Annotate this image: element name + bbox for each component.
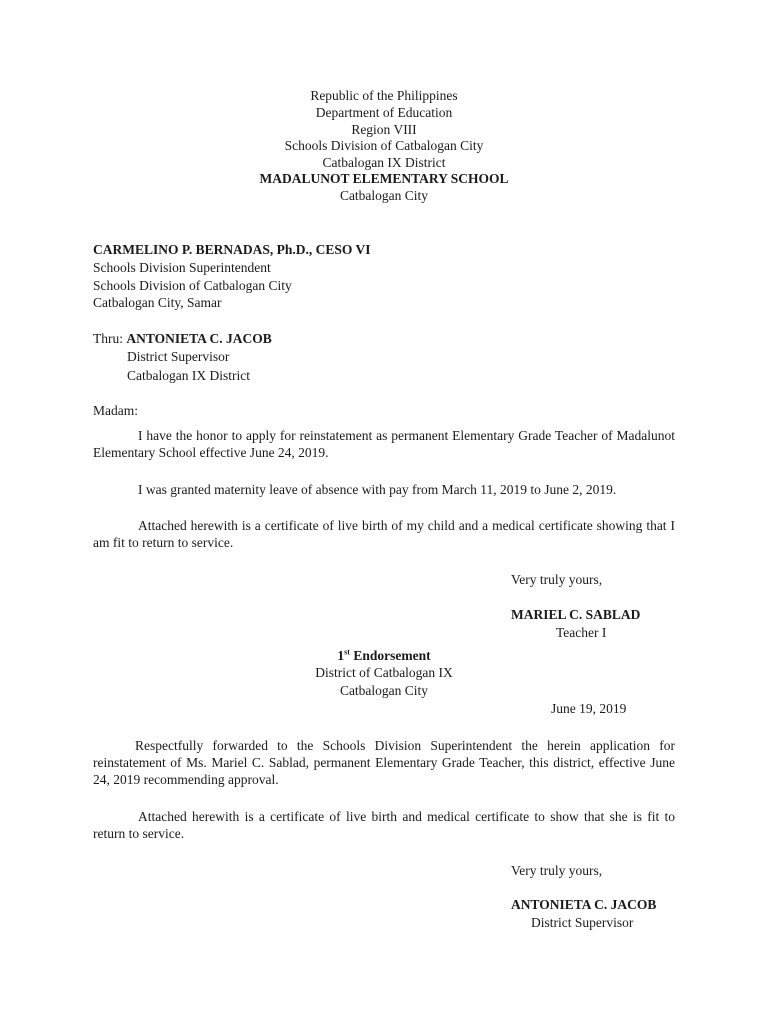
endorsement-city: Catbalogan City <box>339 683 429 698</box>
endorser-title: District Supervisor <box>531 915 634 930</box>
addressee-title: Schools Division Superintendent <box>93 260 271 275</box>
letterhead-district: Catbalogan IX District <box>322 155 446 170</box>
closing-phrase-2: Very truly yours, <box>511 863 603 878</box>
thru-office: Catbalogan IX District <box>127 368 250 383</box>
addressee-location: Catbalogan City, Samar <box>93 295 222 310</box>
salutation: Madam: <box>93 403 138 418</box>
signatory-name: MARIEL C. SABLAD <box>511 607 641 622</box>
letterhead-republic: Republic of the Philippines <box>310 88 458 103</box>
closing-phrase: Very truly yours, <box>511 572 603 587</box>
endorsement-date: June 19, 2019 <box>551 701 627 716</box>
letterhead-city: Catbalogan City <box>339 188 429 203</box>
letterhead-department: Department of Education <box>315 105 453 120</box>
endorsement-district: District of Catbalogan IX <box>315 665 453 680</box>
signatory-title: Teacher I <box>556 625 607 640</box>
body-paragraph-2: I was granted maternity leave of absence with pay from March 11, 2019 to June 2, 2019. <box>138 482 617 497</box>
endorser-name: ANTONIETA C. JACOB <box>511 897 657 912</box>
endorsement-heading: 1st Endorsement <box>337 647 431 663</box>
letterhead-division: Schools Division of Catbalogan City <box>284 138 484 153</box>
addressee-office: Schools Division of Catbalogan City <box>93 278 292 293</box>
endorsement-paragraph-1: Respectfully forwarded to the Schools Division Superintendent the herein application for reinstatement of Ms. Mariel C. Sablad, permanent Elementary Grade Teacher, this district, effective June 24, 2019 recommending approval. <box>93 738 675 787</box>
thru-line <box>93 330 272 347</box>
thru-title: District Supervisor <box>127 349 230 364</box>
thru-prefix: Thru: <box>93 331 123 346</box>
body-paragraph-3: Attached herewith is a certificate of live birth of my child and a medical certificate showing that I am fit to return to service. <box>93 518 675 550</box>
endorsement-paragraph-2: Attached herewith is a certificate of live birth and medical certificate to show that she is fit to return to service. <box>93 809 675 841</box>
thru-name: ANTONIETA C. JACOB <box>126 331 272 346</box>
addressee-name: CARMELINO P. BERNADAS, Ph.D., CESO VI <box>93 242 371 257</box>
letterhead-school-name: MADALUNOT ELEMENTARY SCHOOL <box>259 171 509 186</box>
letterhead-region: Region VIII <box>351 122 417 137</box>
body-paragraph-1: I have the honor to apply for reinstatement as permanent Elementary Grade Teacher of Madalunot Elementary School effective June 24, 2019. <box>93 428 675 460</box>
